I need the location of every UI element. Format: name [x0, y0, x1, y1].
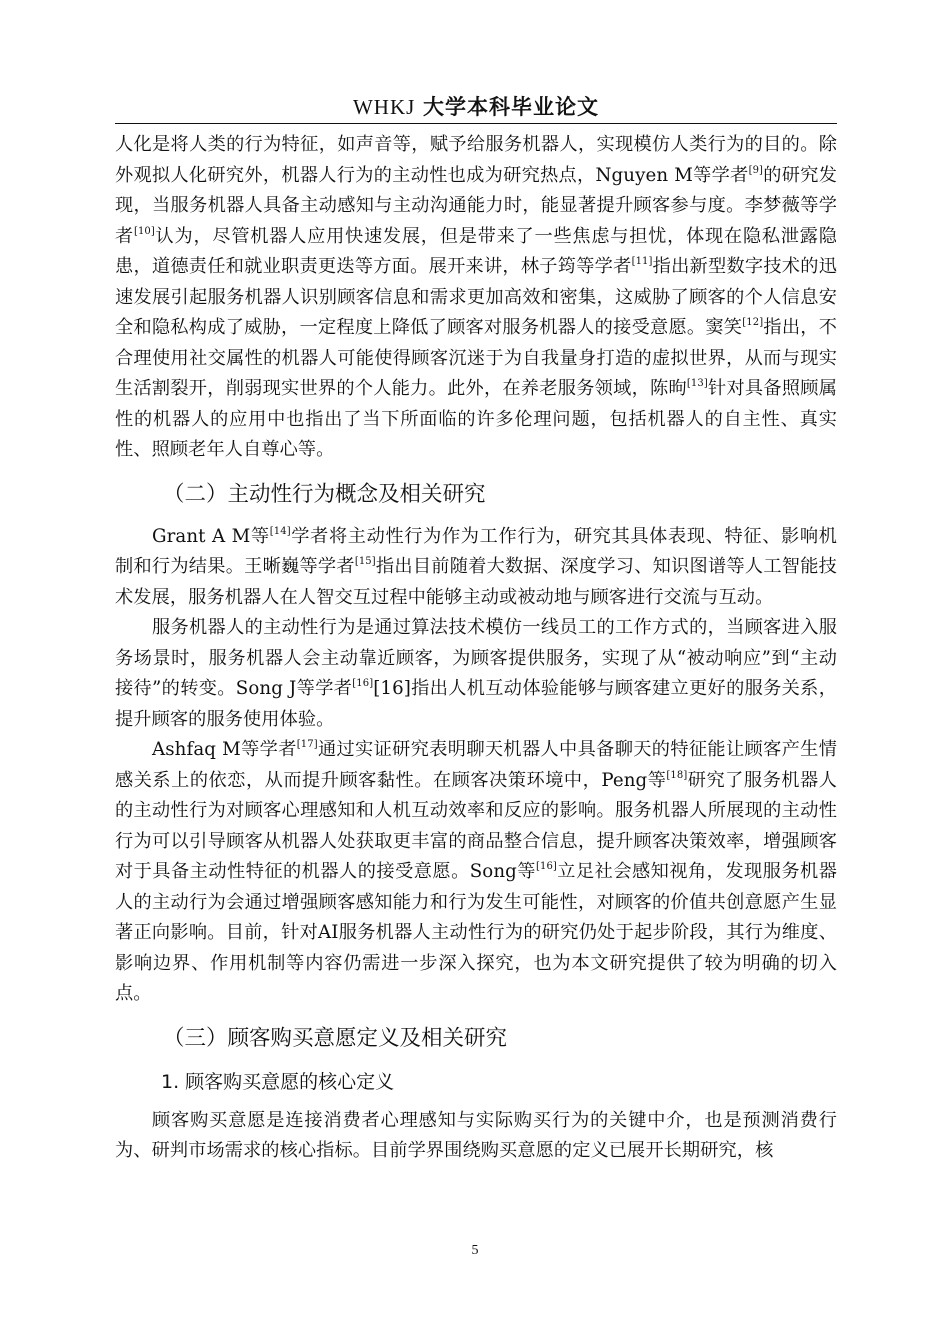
paragraph-3: 服务机器人的主动性行为是通过算法技术模仿一线员工的工作方式的，当顾客进入服务场景时，服务机器人会主动靠近顾客，为顾客提供服务，实现了从“被动响应”到“主动接待”的转变。Song J等学者[16][16]指出人机互动体验能够与顾客建立更好的服务关系，提升顾客的服务使用体验。: [115, 617, 837, 730]
header-rule: [115, 123, 837, 124]
citation: [18]: [666, 769, 688, 781]
citation: [15]: [354, 556, 376, 567]
page-number: 5: [471, 1243, 479, 1258]
citation: [13]: [686, 378, 708, 389]
page-header: [115, 92, 837, 122]
citation: [10]: [133, 225, 155, 237]
subsection-heading-1: 1. 顾客购买意愿的核心定义: [161, 1070, 395, 1093]
citation: [17]: [296, 739, 318, 750]
header-latin: WHKJ: [352, 95, 416, 119]
citation: [9]: [748, 164, 764, 176]
citation: [16]: [352, 678, 374, 689]
citation: [16]: [535, 861, 557, 872]
section-heading-3: （三）顾客购买意愿定义及相关研究: [163, 1025, 508, 1051]
citation: [11]: [631, 256, 653, 267]
page-body: [115, 130, 837, 1167]
header-title: 大学本科毕业论文: [423, 95, 599, 119]
paragraph-5: 顾客购买意愿是连接消费者心理感知与实际购买行为的关键中介，也是预测消费行为、研判市场需求的核心指标。目前学界围绕购买意愿的定义已展开长期研究，核: [115, 1109, 837, 1161]
paragraph-2: Grant A M等[14]学者将主动性行为作为工作行为，研究其具体表现、特征、影响机制和行为结果。王晰巍等学者[15]指出目前随着大数据、深度学习、知识图谱等人工智能技术发展，服务机器人在人智交互过程中能够主动或被动地与顾客进行交流与互动。: [115, 525, 837, 608]
paragraph-4: Ashfaq M等学者[17]通过实证研究表明聊天机器人中具备聊天的特征能让顾客产生情感关系上的依恋，从而提升顾客黏性。在顾客决策环境中，Peng等[18]研究了服务机器人的主动性行为对顾客心理感知和人机互动效率和反应的影响。服务机器人所展现的主动性行为可以引导顾客从机器人处获取更丰富的商品整合信息，提升顾客决策效率，增强顾客对于具备主动性特征的机器人的接受意愿。Song等[16]立足社会感知视角，发现服务机器人的主动行为会通过增强顾客感知能力和行为发生可能性，对顾客的价值共创意愿产生显著正向影响。目前，针对AI服务机器人主动性行为的研究仍处于起步阶段，其行为维度、影响边界、作用机制等内容仍需进一步深入探究，也为本文研究提供了较为明确的切入点。: [115, 739, 837, 1004]
section-heading-2: （二）主动性行为概念及相关研究: [163, 481, 486, 507]
citation: [14]: [269, 525, 291, 537]
citation: [12]: [742, 317, 764, 328]
paragraph-1: 人化是将人类的行为特征，如声音等，赋予给服务机器人，实现模仿人类行为的目的。除外观拟人化研究外，机器人行为的主动性也成为研究热点，Nguyen M等学者[9]的研究发现，当服务机器人具备主动感知与主动沟通能力时，能显著提升顾客参与度。李梦薇等学者[10]认为，尽管机器人应用快速发展，但是带来了一些焦虑与担忧，体现在隐私泄露隐患，道德责任和就业职责更迭等方面。展开来讲，林子筠等学者[11]指出新型数字技术的迅速发展引起服务机器人识别顾客信息和需求更加高效和密集，这威胁了顾客的个人信息安全和隐私构成了威胁，一定程度上降低了顾客对服务机器人的接受意愿。窦笑[12]指出，不合理使用社交属性的机器人可能使得顾客沉迷于为自我量身打造的虚拟世界，从而与现实生活割裂开，削弱现实世界的个人能力。此外，在养老服务领域，陈昫[13]针对具备照顾属性的机器人的应用中也指出了当下所面临的许多伦理问题，包括机器人的自主性、真实性、照顾老年人自尊心等。: [115, 134, 838, 460]
